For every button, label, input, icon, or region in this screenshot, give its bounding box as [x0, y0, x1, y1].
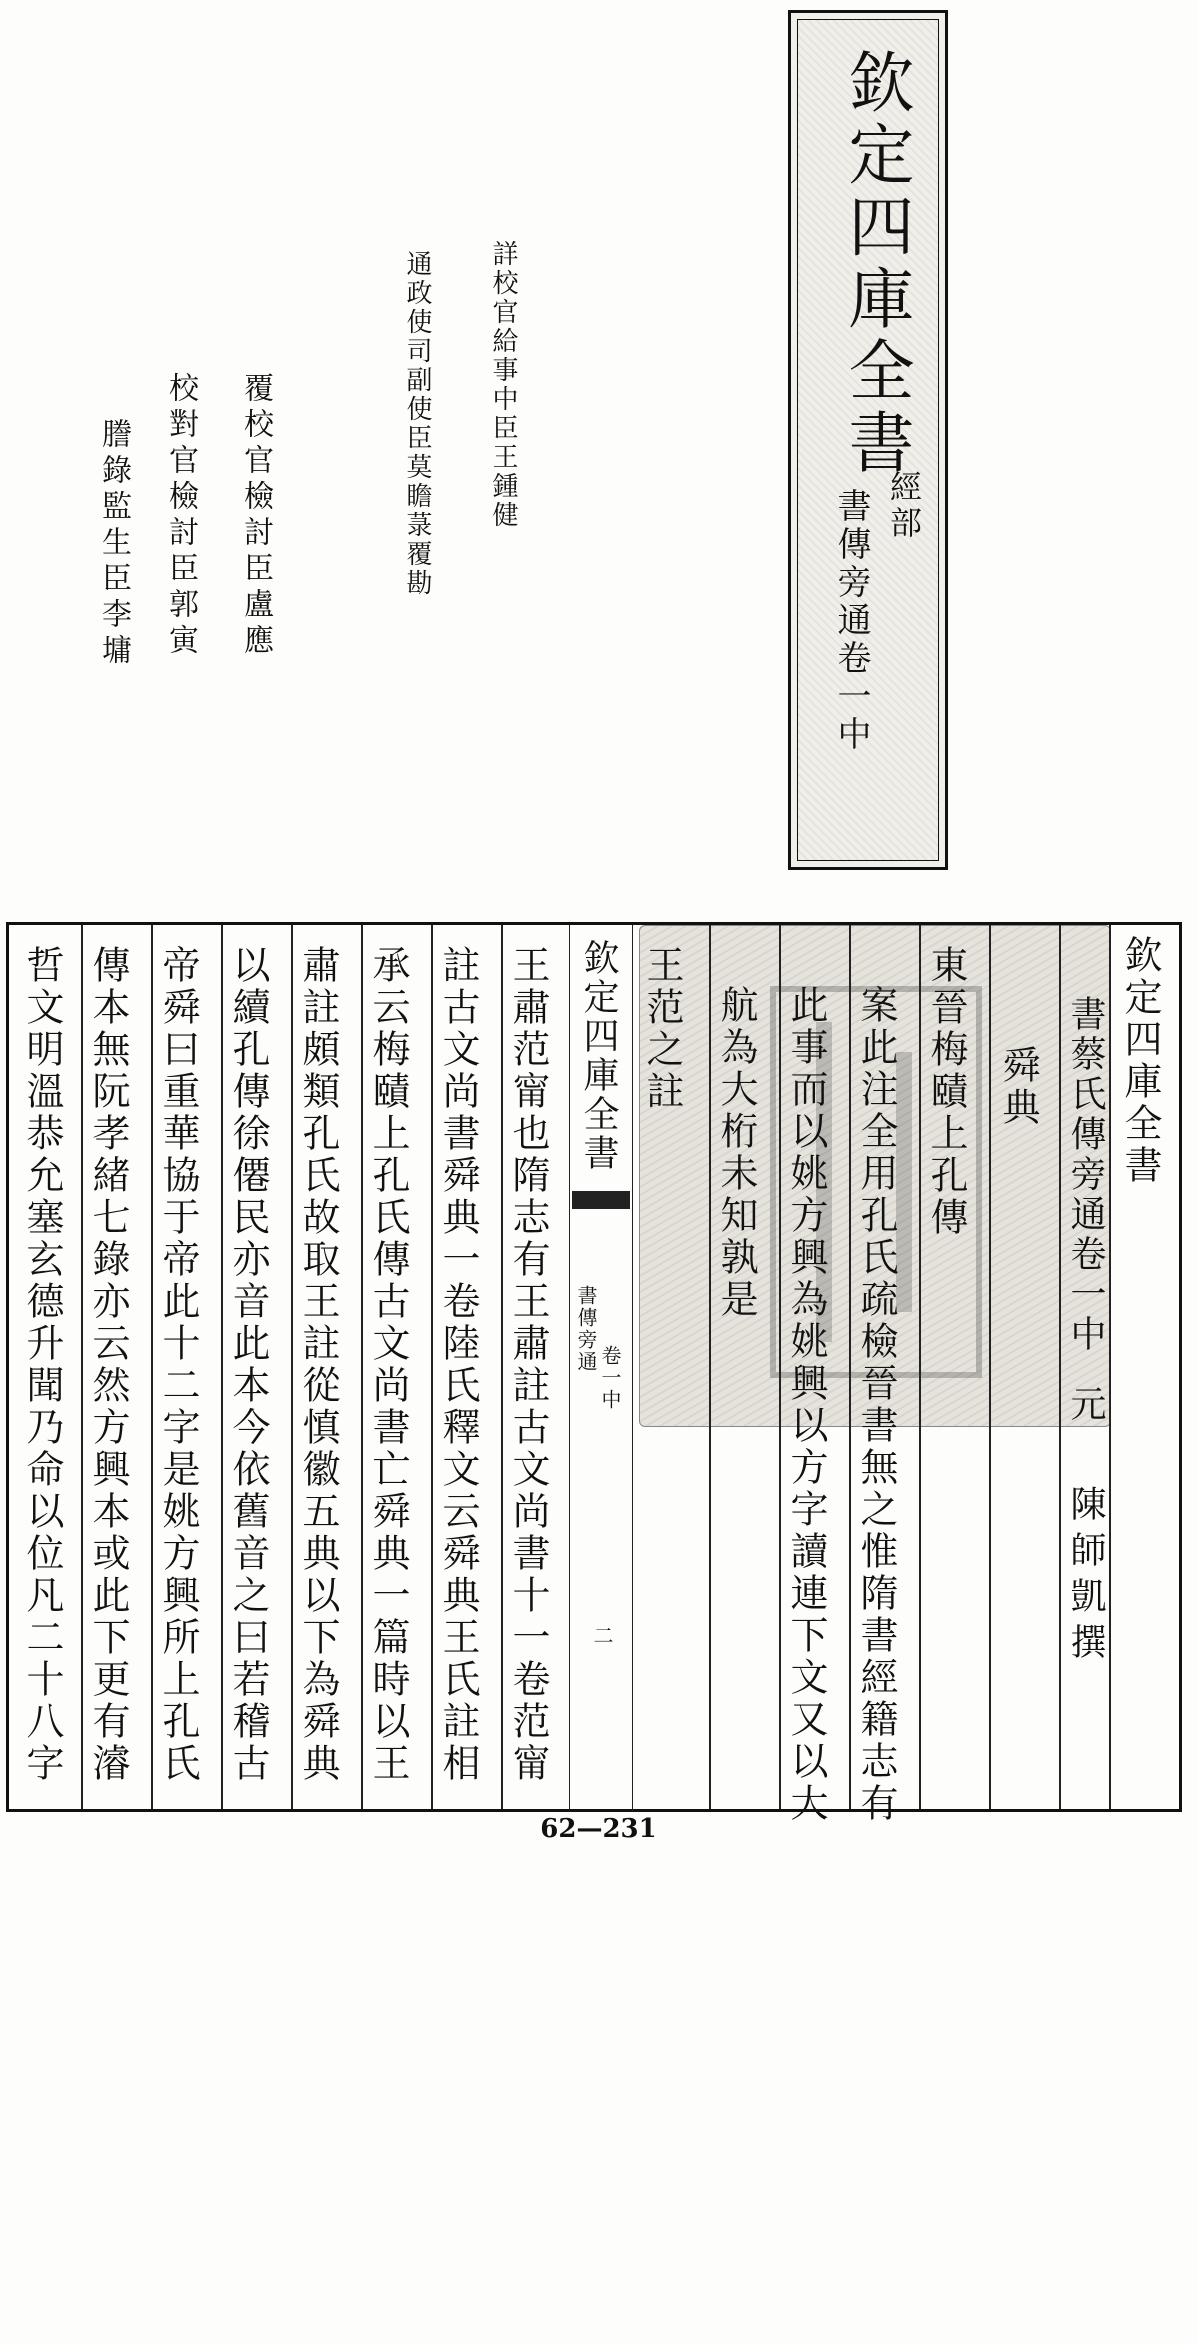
cover-category: 經部 [885, 470, 923, 542]
column-rule [1059, 925, 1061, 1809]
entry-heading: 王范之註 [640, 945, 684, 1113]
body-line: 以續孔傳徐僊民亦音此本今依舊音之曰若稽古 [226, 945, 270, 1785]
column-rule [1109, 925, 1111, 1809]
column-rule [151, 925, 153, 1809]
author-dynasty: 元 [1065, 1385, 1106, 1425]
fishtail-mark [572, 1191, 630, 1209]
entry-heading: 東晉梅賾上孔傳 [924, 945, 968, 1239]
column-rule [709, 925, 711, 1809]
cover-title-plate [788, 10, 948, 870]
text-page [6, 922, 1182, 1825]
author-name: 陳師凱撰 [1065, 1485, 1106, 1669]
banner-leaf-number: 二 [590, 1625, 614, 1645]
credit-line: 校對官檢討臣郭寅 [163, 372, 198, 660]
credit-line: 覆校官檢討臣盧應 [238, 372, 273, 660]
page-header: 欽定四庫全書 [1118, 935, 1162, 1187]
body-line: 傳本無阮孝緒七錄亦云然方興本或此下更有濬 [86, 945, 130, 1785]
body-line: 肅註頗類孔氏故取王註從慎徽五典以下為舜典 [296, 945, 340, 1785]
column-rule [291, 925, 293, 1809]
credit-line: 通政使司副使臣莫瞻菉覆勘 [402, 250, 432, 598]
column-rule [361, 925, 363, 1809]
body-line: 註古文尚書舜典一卷陸氏釋文云舜典王氏註相 [436, 945, 480, 1785]
credit-line: 詳校官給事中臣王鍾健 [488, 240, 518, 530]
credit-line: 謄錄監生臣李墉 [96, 418, 131, 670]
column-rule [81, 925, 83, 1809]
banner-book: 書傳旁通 [574, 1285, 598, 1373]
cover-title: 欽定四庫全書 [837, 48, 914, 480]
banner-title: 欽定四庫全書 [578, 939, 619, 1173]
column-rule [919, 925, 921, 1809]
column-rule [221, 925, 223, 1809]
column-rule [501, 925, 503, 1809]
column-rule [989, 925, 991, 1809]
body-line: 王肅范甯也隋志有王肅註古文尚書十一卷范甯 [506, 945, 550, 1785]
commentary-line: 此事而以姚方興為姚興以方字讀連下文又以大 [784, 985, 828, 1825]
cover-book-title: 書傳旁通卷一中 [831, 488, 871, 754]
column-rule [431, 925, 433, 1809]
cover-inner-frame [797, 19, 939, 861]
commentary-line: 案此注全用孔氏疏檢晉書無之惟隋書經籍志有 [854, 985, 898, 1825]
column-rule [849, 925, 851, 1809]
book-title: 書蔡氏傳旁通卷一中 [1065, 995, 1106, 1355]
column-rule [779, 925, 781, 1809]
banner-volume: 卷一中 [598, 1345, 622, 1411]
body-line: 哲文明溫恭允塞玄德升聞乃命以位凡二十八字 [20, 945, 64, 1785]
commentary-line: 航為大桁未知孰是 [714, 985, 758, 1321]
body-line: 承云梅賾上孔氏傳古文尚書亡舜典一篇時以王 [366, 945, 410, 1785]
page-number: 62—231 [540, 1814, 657, 1844]
banner-column [569, 925, 633, 1811]
section-title: 舜典 [996, 1045, 1040, 1129]
body-line: 帝舜曰重華協于帝此十二字是姚方興所上孔氏 [156, 945, 200, 1785]
